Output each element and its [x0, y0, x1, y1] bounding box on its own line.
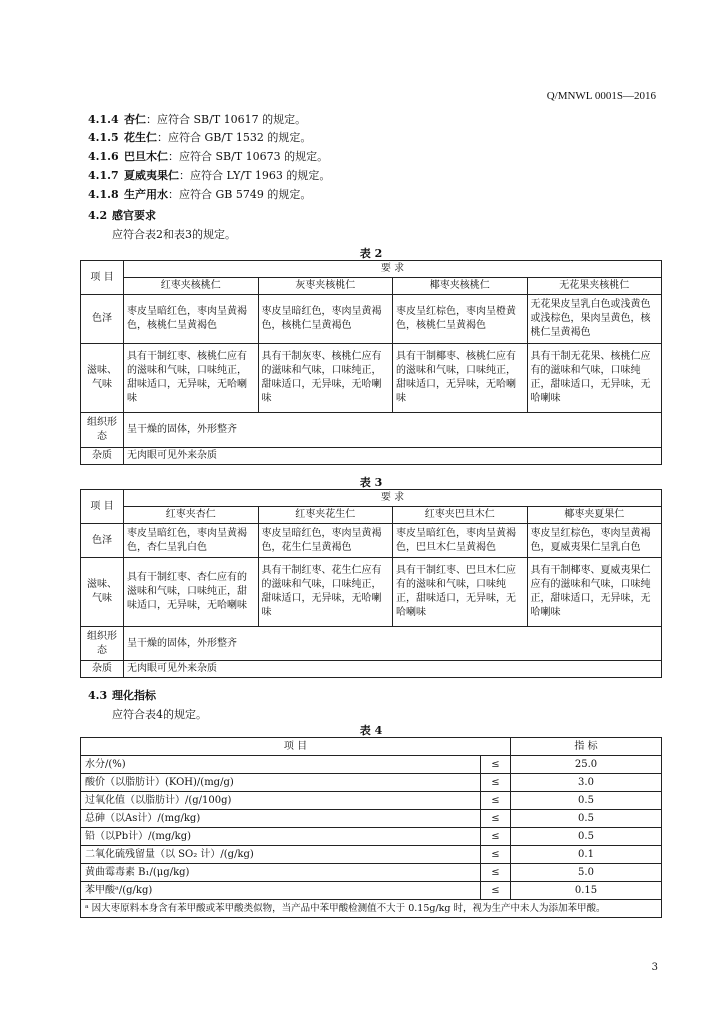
table4-item: 总砷（以As计）/(mg/kg): [81, 810, 481, 828]
table3-row-label: 色泽: [81, 524, 124, 558]
table4-item: 铅（以Pb计）/(mg/kg): [81, 828, 481, 846]
table2-col-header: 椰枣夹核桃仁: [393, 278, 528, 295]
table4-item: 酸价（以脂肪计）(KOH)/(mg/g): [81, 774, 481, 792]
table3-col-header: 红枣夹花生仁: [258, 507, 393, 524]
table2: [80, 260, 662, 465]
table3-cell: 具有干制红枣、杏仁应有的滋味和气味，口味纯正，甜味适口，无异味，无哈喇味: [124, 558, 259, 627]
table4-value: 0.5: [511, 828, 662, 846]
table3-cell: 具有干制红枣、花生仁应有的滋味和气味，口味纯正，甜味适口，无异味，无哈喇味: [258, 558, 393, 627]
table3-caption: 表 3: [359, 476, 383, 489]
table2-impurity-text: 无肉眼可见外来杂质: [124, 448, 662, 465]
table4-item: 过氧化值（以脂肪计）/(g/100g): [81, 792, 481, 810]
table2-req-header: 要 求: [124, 261, 662, 278]
table3-col-header: 红枣夹巴旦木仁: [393, 507, 528, 524]
table2-cell: 具有干制灰枣、核桃仁应有的滋味和气味，口味纯正，甜味适口，无异味，无哈喇味: [258, 344, 393, 413]
table4-value: 5.0: [511, 864, 662, 882]
clause-4-1-7: 4.1.7 夏威夷果仁：应符合 LY/T 1963 的规定。: [88, 169, 331, 182]
table2-cell: 具有干制红枣、核桃仁应有的滋味和气味，口味纯正，甜味适口，无异味，无哈喇味: [124, 344, 259, 413]
table3-texture-label: 组织形态: [81, 627, 124, 661]
table2-cell: 枣皮呈暗红色，枣肉呈黄褐色，核桃仁呈黄褐色: [124, 295, 259, 344]
table4-operator: ≤: [481, 792, 511, 810]
table4-item-header: 项 目: [81, 738, 511, 756]
table2-cell: 无花果皮呈乳白色或浅黄色或浅棕色，果肉呈黄色，核桃仁呈黄褐色: [527, 295, 662, 344]
table4-footnote: ᵃ 因大枣原料本身含有苯甲酸或苯甲酸类似物，当产品中苯甲酸检测值不大于 0.15g/kg 时，视为生产中未人为添加苯甲酸。: [81, 900, 662, 918]
table4-operator: ≤: [481, 864, 511, 882]
table2-impurity-label: 杂质: [81, 448, 124, 465]
standard-number: Q/MNWL 0001S—2016: [546, 90, 656, 102]
table3-col-header: 红枣夹杏仁: [124, 507, 259, 524]
table4-item: 二氧化硫残留量（以 SO₂ 计）/(g/kg): [81, 846, 481, 864]
table3-item-header: 项 目: [81, 490, 124, 524]
table2-col-header: 红枣夹核桃仁: [124, 278, 259, 295]
table3-row-label: 滋味、气味: [81, 558, 124, 627]
table2-caption: 表 2: [359, 247, 383, 260]
table4: [80, 737, 662, 918]
page-number: 3: [651, 962, 658, 973]
table4-operator: ≤: [481, 846, 511, 864]
table2-row-label: 色泽: [81, 295, 124, 344]
clause-4-1-4: 4.1.4 杏仁：应符合 SB/T 10617 的规定。: [88, 113, 307, 126]
table4-item: 水分/(%): [81, 756, 481, 774]
section-4-3-heading: 4.3 理化指标: [88, 689, 156, 702]
table3: [80, 489, 662, 678]
clause-4-1-5: 4.1.5 花生仁：应符合 GB/T 1532 的规定。: [88, 131, 312, 144]
table4-value: 0.5: [511, 810, 662, 828]
table3-cell: 具有干制椰枣、夏威夷果仁应有的滋味和气味，口味纯正，甜味适口，无异味，无哈喇味: [527, 558, 662, 627]
table4-value: 25.0: [511, 756, 662, 774]
table4-operator: ≤: [481, 810, 511, 828]
table2-cell: 具有干制椰枣、核桃仁应有的滋味和气味，口味纯正，甜味适口，无异味，无哈喇味: [393, 344, 528, 413]
table2-texture-text: 呈干燥的固体，外形整齐: [124, 413, 662, 448]
table4-index-header: 指 标: [511, 738, 662, 756]
table3-cell: 具有干制红枣、巴旦木仁应有的滋味和气味，口味纯正，甜味适口，无异味，无哈喇味: [393, 558, 528, 627]
table4-value: 0.5: [511, 792, 662, 810]
table3-texture-text: 呈干燥的固体，外形整齐: [124, 627, 662, 661]
table4-value: 0.1: [511, 846, 662, 864]
table2-cell: 具有干制无花果、核桃仁应有的滋味和气味，口味纯正，甜味适口，无异味，无哈喇味: [527, 344, 662, 413]
table4-operator: ≤: [481, 756, 511, 774]
table3-cell: 枣皮呈暗红色，枣肉呈黄褐色，巴旦木仁呈黄褐色: [393, 524, 528, 558]
table2-texture-label: 组织形态: [81, 413, 124, 448]
table4-item: 苯甲酸ᵃ/(g/kg): [81, 882, 481, 900]
table2-row-label: 滋味、气味: [81, 344, 124, 413]
table4-caption: 表 4: [359, 724, 383, 737]
table3-impurity-text: 无肉眼可见外来杂质: [124, 661, 662, 678]
table3-req-header: 要 求: [124, 490, 662, 507]
table4-item: 黄曲霉毒素 B₁/(μg/kg): [81, 864, 481, 882]
table4-operator: ≤: [481, 774, 511, 792]
table3-col-header: 椰枣夹夏果仁: [527, 507, 662, 524]
section-4-3-text: 应符合表4的规定。: [112, 708, 207, 721]
table2-cell: 枣皮呈红棕色，枣肉呈橙黄色，核桃仁呈黄褐色: [393, 295, 528, 344]
table4-value: 3.0: [511, 774, 662, 792]
section-4-2-heading: 4.2 感官要求: [88, 209, 156, 222]
clause-4-1-8: 4.1.8 生产用水：应符合 GB 5749 的规定。: [88, 188, 312, 201]
table3-impurity-label: 杂质: [81, 661, 124, 678]
table2-item-header: 项 目: [81, 261, 124, 295]
table4-operator: ≤: [481, 882, 511, 900]
table3-cell: 枣皮呈红棕色，枣肉呈黄褐色，夏威夷果仁呈乳白色: [527, 524, 662, 558]
table3-cell: 枣皮呈暗红色，枣肉呈黄褐色，杏仁呈乳白色: [124, 524, 259, 558]
table4-operator: ≤: [481, 828, 511, 846]
table3-cell: 枣皮呈暗红色，枣肉呈黄褐色，花生仁呈黄褐色: [258, 524, 393, 558]
table2-col-header: 无花果夹核桃仁: [527, 278, 662, 295]
section-4-2-text: 应符合表2和表3的规定。: [112, 228, 236, 241]
table4-value: 0.15: [511, 882, 662, 900]
clause-4-1-6: 4.1.6 巴旦木仁：应符合 SB/T 10673 的规定。: [88, 150, 329, 163]
table2-cell: 枣皮呈暗红色，枣肉呈黄褐色，核桃仁呈黄褐色: [258, 295, 393, 344]
table2-col-header: 灰枣夹核桃仁: [258, 278, 393, 295]
